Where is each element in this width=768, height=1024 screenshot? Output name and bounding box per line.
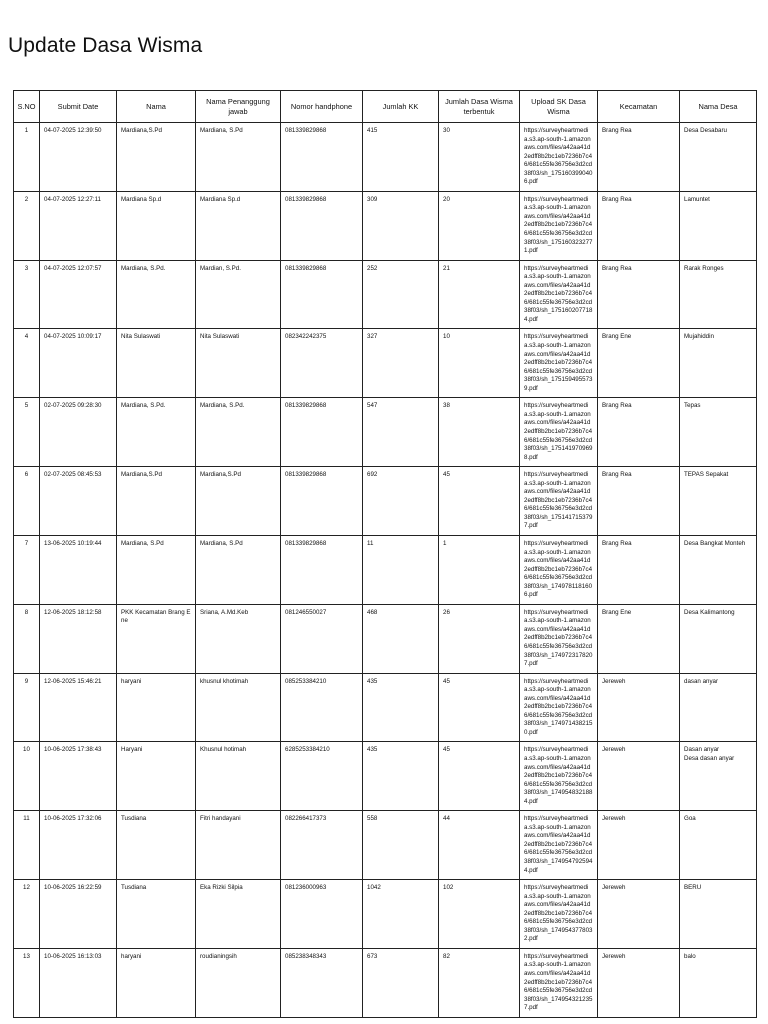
cell-kecamatan: Jereweh [598, 742, 680, 811]
cell-penanggung-jawab: khusnul khotimah [196, 673, 281, 742]
desa-line: TEPAS Sepakat [684, 471, 729, 479]
cell-jumlah-kk: 435 [363, 742, 439, 811]
cell-sno: 1 [14, 123, 40, 192]
cell-submit-date: 02-07-2025 09:28:30 [40, 398, 117, 467]
cell-sno: 7 [14, 535, 40, 604]
cell-upload-sk-link[interactable]: https://surveyheartmedia.s3.ap-south-1.amazonaws.com/files/a42aa41d2edff8b2bc1eb7236b7c46/681c55fe36756e3d2cd38f03/sh_1749543212357.pdf [520, 948, 598, 1017]
cell-penanggung-jawab: Khusnul hotimah [196, 742, 281, 811]
cell-nama-desa [680, 673, 757, 742]
cell-penanggung-jawab: Mardiana, S.Pd [196, 123, 281, 192]
table-row [14, 948, 757, 1017]
desa-line: Desa Bangkat Monteh [684, 539, 746, 547]
cell-submit-date: 10-06-2025 17:32:06 [40, 811, 117, 880]
cell-jumlah-dasa-wisma: 26 [439, 604, 520, 673]
cell-upload-sk-link[interactable]: https://surveyheartmedia.s3.ap-south-1.amazonaws.com/files/a42aa41d2edff8b2bc1eb7236b7c46/681c55fe36756e3d2cd38f03/sh_1749781181606.pdf [520, 535, 598, 604]
cell-handphone: 082342242375 [281, 329, 363, 398]
page-title: Update Dasa Wisma [8, 34, 203, 57]
cell-handphone: 082266417373 [281, 811, 363, 880]
cell-upload-sk-link[interactable]: https://surveyheartmedia.s3.ap-south-1.amazonaws.com/files/a42aa41d2edff8b2bc1eb7236b7c46/681c55fe36756e3d2cd38f03/sh_1751603232771.pdf [520, 191, 598, 260]
desa-line: Desa Kalimantong [684, 608, 735, 616]
table-row [14, 191, 757, 260]
cell-penanggung-jawab: Mardiana, S.Pd [196, 535, 281, 604]
cell-upload-sk-link[interactable]: https://surveyheartmedia.s3.ap-south-1.amazonaws.com/files/a42aa41d2edff8b2bc1eb7236b7c46/681c55fe36756e3d2cd38f03/sh_1749543778032.pdf [520, 880, 598, 949]
cell-upload-sk-link[interactable]: https://surveyheartmedia.s3.ap-south-1.amazonaws.com/files/a42aa41d2edff8b2bc1eb7236b7c46/681c55fe36756e3d2cd38f03/sh_1749547925944.pdf [520, 811, 598, 880]
cell-upload-sk-link[interactable]: https://surveyheartmedia.s3.ap-south-1.amazonaws.com/files/a42aa41d2edff8b2bc1eb7236b7c46/681c55fe36756e3d2cd38f03/sh_1749548321884.pdf [520, 742, 598, 811]
header-kecamatan: Kecamatan [598, 91, 680, 123]
cell-nama: Mardiana,S.Pd [117, 467, 196, 536]
cell-nama: Tusdiana [117, 880, 196, 949]
cell-jumlah-dasa-wisma: 45 [439, 467, 520, 536]
cell-upload-sk-link[interactable]: https://surveyheartmedia.s3.ap-south-1.amazonaws.com/files/a42aa41d2edff8b2bc1eb7236b7c46/681c55fe36756e3d2cd38f03/sh_1749723178207.pdf [520, 604, 598, 673]
table-row [14, 742, 757, 811]
table-row [14, 604, 757, 673]
cell-handphone: 081246550027 [281, 604, 363, 673]
cell-sno: 4 [14, 329, 40, 398]
cell-kecamatan: Jereweh [598, 811, 680, 880]
cell-submit-date: 04-07-2025 12:27:11 [40, 191, 117, 260]
cell-kecamatan: Jereweh [598, 880, 680, 949]
cell-jumlah-kk: 415 [363, 123, 439, 192]
cell-kecamatan: Brang Rea [598, 123, 680, 192]
cell-nama-desa [680, 742, 757, 811]
cell-jumlah-dasa-wisma: 21 [439, 260, 520, 329]
cell-submit-date: 04-07-2025 12:07:57 [40, 260, 117, 329]
cell-nama: Nita Sulaswati [117, 329, 196, 398]
cell-kecamatan: Jereweh [598, 948, 680, 1017]
cell-jumlah-dasa-wisma: 45 [439, 742, 520, 811]
header-nama-desa: Nama Desa [680, 91, 757, 123]
cell-handphone: 081339829868 [281, 123, 363, 192]
cell-nama-desa [680, 398, 757, 467]
cell-nama-desa [680, 329, 757, 398]
cell-sno: 6 [14, 467, 40, 536]
cell-kecamatan: Brang Rea [598, 535, 680, 604]
cell-nama: Mardiana, S.Pd. [117, 260, 196, 329]
cell-kecamatan: Jereweh [598, 673, 680, 742]
cell-sno: 10 [14, 742, 40, 811]
cell-handphone: 6285253384210 [281, 742, 363, 811]
cell-jumlah-kk: 673 [363, 948, 439, 1017]
cell-sno: 8 [14, 604, 40, 673]
cell-handphone: 081236000963 [281, 880, 363, 949]
dasa-wisma-table [13, 90, 757, 1018]
cell-jumlah-kk: 468 [363, 604, 439, 673]
desa-line: Lamuntet [684, 195, 710, 203]
table-header-row [14, 91, 757, 123]
cell-nama-desa [680, 191, 757, 260]
cell-upload-sk-link[interactable]: https://surveyheartmedia.s3.ap-south-1.amazonaws.com/files/a42aa41d2edff8b2bc1eb7236b7c46/681c55fe36756e3d2cd38f03/sh_1751419709698.pdf [520, 398, 598, 467]
cell-handphone: 081339829868 [281, 260, 363, 329]
desa-line: Desa dasan anyar [684, 755, 735, 762]
cell-upload-sk-link[interactable]: https://surveyheartmedia.s3.ap-south-1.amazonaws.com/files/a42aa41d2edff8b2bc1eb7236b7c46/681c55fe36756e3d2cd38f03/sh_1751594955739.pdf [520, 329, 598, 398]
table-row [14, 329, 757, 398]
table-row [14, 811, 757, 880]
cell-jumlah-dasa-wisma: 45 [439, 673, 520, 742]
table-row [14, 398, 757, 467]
cell-penanggung-jawab: Eka Rizki Silpia [196, 880, 281, 949]
cell-sno: 9 [14, 673, 40, 742]
cell-kecamatan: Brang Ene [598, 604, 680, 673]
cell-sno: 5 [14, 398, 40, 467]
cell-upload-sk-link[interactable]: https://surveyheartmedia.s3.ap-south-1.amazonaws.com/files/a42aa41d2edff8b2bc1eb7236b7c46/681c55fe36756e3d2cd38f03/sh_1751602077184.pdf [520, 260, 598, 329]
cell-submit-date: 10-06-2025 16:22:59 [40, 880, 117, 949]
desa-line: Rarak Ronges [684, 264, 724, 272]
cell-penanggung-jawab: Mardiana Sp.d [196, 191, 281, 260]
table-row [14, 880, 757, 949]
cell-handphone: 081339829868 [281, 191, 363, 260]
cell-jumlah-kk: 558 [363, 811, 439, 880]
header-upload-sk: Upload SK Dasa Wisma [520, 91, 598, 123]
cell-handphone: 081339829868 [281, 535, 363, 604]
cell-kecamatan: Brang Rea [598, 191, 680, 260]
cell-jumlah-kk: 11 [363, 535, 439, 604]
cell-nama: Mardiana Sp.d [117, 191, 196, 260]
cell-penanggung-jawab: Mardiana, S.Pd. [196, 398, 281, 467]
desa-line: BERU [684, 884, 702, 892]
cell-jumlah-kk: 327 [363, 329, 439, 398]
desa-line: Dasan anyar [684, 746, 720, 754]
cell-nama-desa [680, 948, 757, 1017]
cell-jumlah-kk: 692 [363, 467, 439, 536]
cell-kecamatan: Brang Rea [598, 260, 680, 329]
desa-line: Desa Desabaru [684, 127, 727, 134]
cell-handphone: 081339829868 [281, 467, 363, 536]
cell-kecamatan: Brang Ene [598, 329, 680, 398]
cell-submit-date: 04-07-2025 10:09:17 [40, 329, 117, 398]
cell-sno: 11 [14, 811, 40, 880]
header-nama: Nama [117, 91, 196, 123]
cell-sno: 12 [14, 880, 40, 949]
cell-upload-sk-link[interactable]: https://surveyheartmedia.s3.ap-south-1.amazonaws.com/files/a42aa41d2edff8b2bc1eb7236b7c46/681c55fe36756e3d2cd38f03/sh_1751603990406.pdf [520, 123, 598, 192]
cell-nama: PKK Kecamatan Brang Ene [117, 604, 196, 673]
cell-nama-desa [680, 260, 757, 329]
cell-jumlah-dasa-wisma: 1 [439, 535, 520, 604]
cell-jumlah-kk: 547 [363, 398, 439, 467]
cell-nama: Haryani [117, 742, 196, 811]
desa-line: balo [684, 952, 696, 960]
cell-sno: 2 [14, 191, 40, 260]
cell-kecamatan: Brang Rea [598, 467, 680, 536]
table-row [14, 535, 757, 604]
cell-submit-date: 12-06-2025 15:46:21 [40, 673, 117, 742]
cell-penanggung-jawab: Nita Sulaswati [196, 329, 281, 398]
cell-jumlah-dasa-wisma: 44 [439, 811, 520, 880]
cell-penanggung-jawab: Fitri handayani [196, 811, 281, 880]
header-submit-date: Submit Date [40, 91, 117, 123]
cell-nama-desa [680, 811, 757, 880]
cell-nama: Mardiana, S.Pd [117, 535, 196, 604]
cell-submit-date: 12-06-2025 18:12:58 [40, 604, 117, 673]
cell-nama: Tusdiana [117, 811, 196, 880]
cell-submit-date: 10-06-2025 16:13:03 [40, 948, 117, 1017]
header-jumlah-kk: Jumlah KK [363, 91, 439, 123]
header-jumlah-dasa-wisma: Jumlah Dasa Wisma terbentuk [439, 91, 520, 123]
cell-submit-date: 10-06-2025 17:38:43 [40, 742, 117, 811]
table-row [14, 123, 757, 192]
table-row [14, 467, 757, 536]
cell-submit-date: 02-07-2025 08:45:53 [40, 467, 117, 536]
cell-jumlah-dasa-wisma: 10 [439, 329, 520, 398]
cell-jumlah-dasa-wisma: 30 [439, 123, 520, 192]
cell-handphone: 081339829868 [281, 398, 363, 467]
cell-upload-sk-link[interactable]: https://surveyheartmedia.s3.ap-south-1.amazonaws.com/files/a42aa41d2edff8b2bc1eb7236b7c46/681c55fe36756e3d2cd38f03/sh_1749714382150.pdf [520, 673, 598, 742]
cell-penanggung-jawab: Mardiana,S.Pd [196, 467, 281, 536]
cell-jumlah-dasa-wisma: 38 [439, 398, 520, 467]
cell-jumlah-kk: 435 [363, 673, 439, 742]
header-handphone: Nomor handphone [281, 91, 363, 123]
cell-nama-desa [680, 604, 757, 673]
cell-penanggung-jawab: Mardian, S.Pd. [196, 260, 281, 329]
cell-nama: Mardiana,S.Pd [117, 123, 196, 192]
cell-nama-desa [680, 880, 757, 949]
cell-handphone: 085253384210 [281, 673, 363, 742]
table-row [14, 673, 757, 742]
cell-jumlah-kk: 1042 [363, 880, 439, 949]
desa-line: Tepas [684, 402, 701, 410]
cell-submit-date: 13-06-2025 10:19:44 [40, 535, 117, 604]
cell-jumlah-kk: 309 [363, 191, 439, 260]
header-penanggung-jawab: Nama Penanggung jawab [196, 91, 281, 123]
cell-nama-desa [680, 467, 757, 536]
cell-nama-desa [680, 123, 757, 192]
cell-submit-date: 04-07-2025 12:39:50 [40, 123, 117, 192]
cell-jumlah-dasa-wisma: 82 [439, 948, 520, 1017]
cell-nama: haryani [117, 948, 196, 1017]
cell-jumlah-dasa-wisma: 102 [439, 880, 520, 949]
cell-upload-sk-link[interactable]: https://surveyheartmedia.s3.ap-south-1.amazonaws.com/files/a42aa41d2edff8b2bc1eb7236b7c46/681c55fe36756e3d2cd38f03/sh_1751417153797.pdf [520, 467, 598, 536]
cell-jumlah-dasa-wisma: 20 [439, 191, 520, 260]
cell-nama: Mardiana, S.Pd. [117, 398, 196, 467]
cell-sno: 13 [14, 948, 40, 1017]
header-sno: S.NO [14, 91, 40, 123]
cell-nama-desa [680, 535, 757, 604]
cell-kecamatan: Brang Rea [598, 398, 680, 467]
cell-sno: 3 [14, 260, 40, 329]
cell-penanggung-jawab: Sriana, A.Md.Keb [196, 604, 281, 673]
desa-line: dasan anyar [684, 677, 719, 685]
cell-penanggung-jawab: roudianingsih [196, 948, 281, 1017]
table-row [14, 260, 757, 329]
desa-line: Goa [684, 815, 696, 823]
cell-handphone: 085238348343 [281, 948, 363, 1017]
cell-jumlah-kk: 252 [363, 260, 439, 329]
table-body [14, 123, 757, 1018]
cell-nama: haryani [117, 673, 196, 742]
desa-line: Mujahiddin [684, 333, 714, 341]
